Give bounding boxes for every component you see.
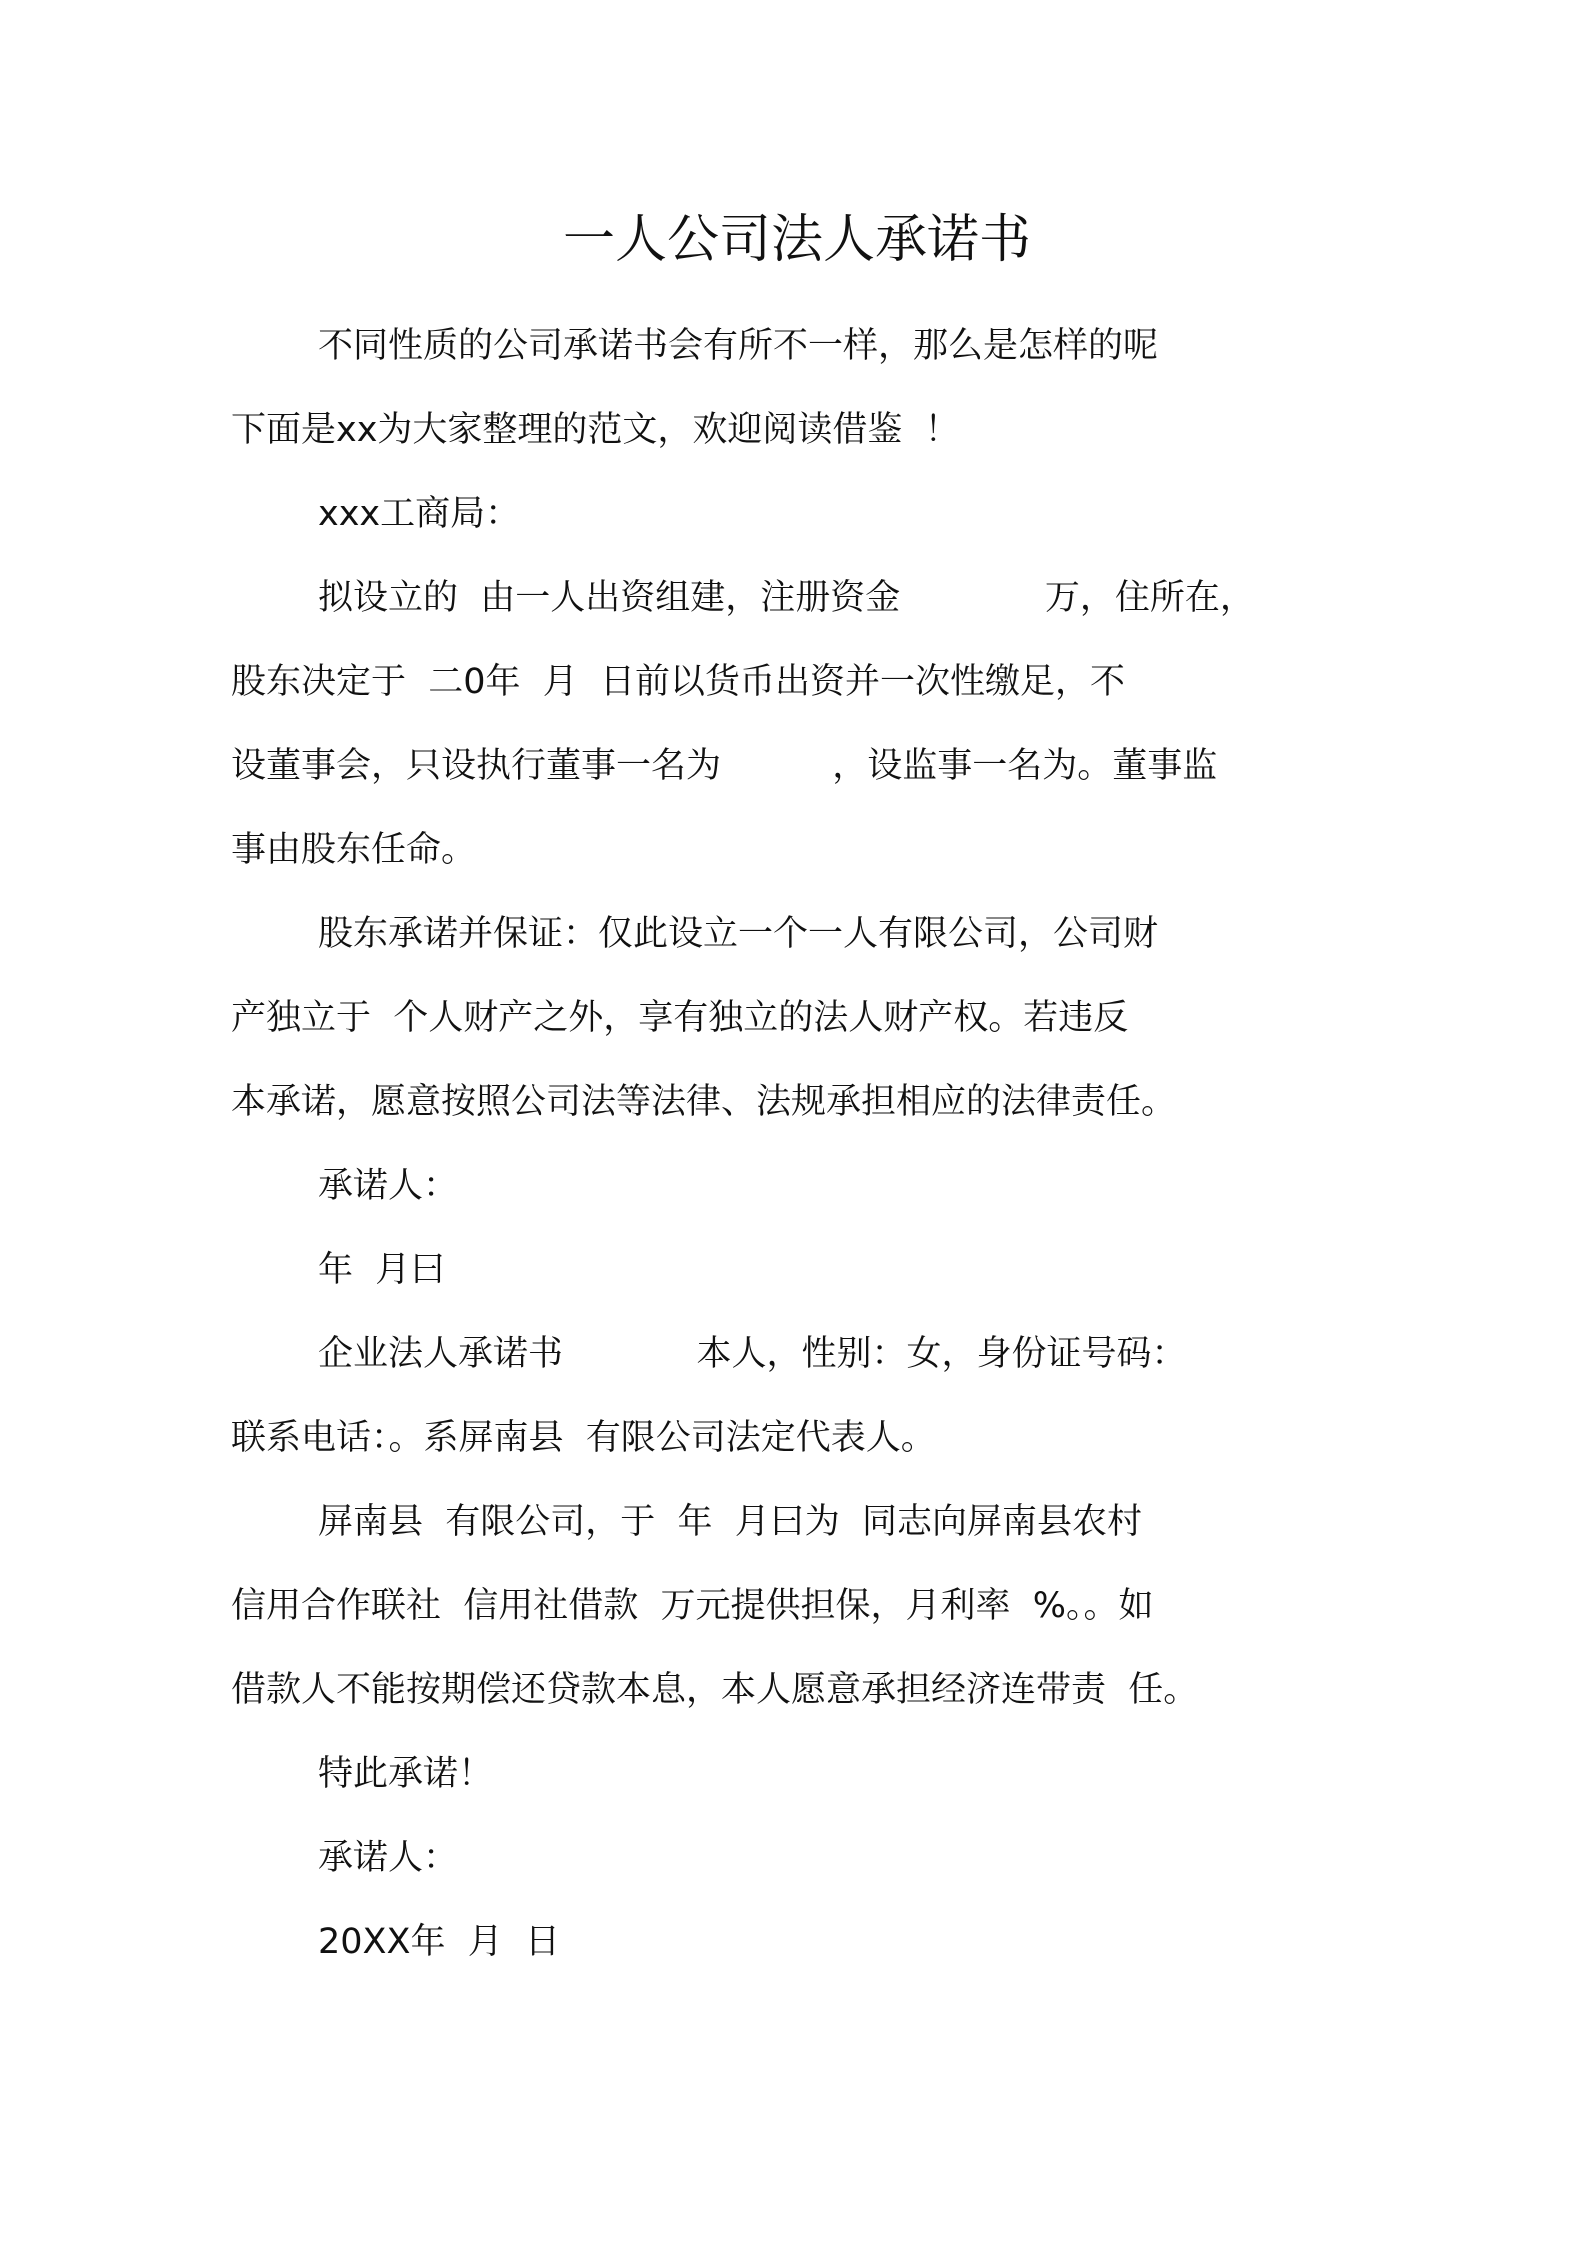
document-title: 一人公司法人承诺书 [562,210,1031,270]
paragraph-line: 事由股东任命。 [231,830,477,870]
addressee-line: xxx工商局： [318,494,521,534]
paragraph-line: 联系电话：。系屏南县 有限公司法定代表人。 [231,1418,936,1458]
paragraph-line: 本承诺，愿意按照公司法等法律、法规承担相应的法律责任。 [231,1082,1177,1122]
paragraph-line: 股东决定于 二0年 月 日前以货币出资并一次性缴足，不 [231,662,1126,702]
signatory-line: 承诺人： [318,1838,459,1878]
date-line: 年 月曰 [318,1250,446,1290]
paragraph-line: 企业法人承诺书 本人，性别：女，身份证号码： [318,1334,1187,1374]
paragraph-line: 屏南县 有限公司，于 年 月曰为 同志向屏南县农村 [318,1502,1143,1542]
paragraph-line: 设董事会，只设执行董事一名为 ，设监事一名为。董事监 [231,746,1218,786]
signatory-line: 承诺人： [318,1166,459,1206]
paragraph-line: 不同性质的公司承诺书会有所不一样，那么是怎样的呢 [318,326,1159,366]
paragraph-line: 信用合作联社 信用社借款 万元提供担保，月利率 %。。如 [231,1586,1154,1626]
paragraph-line: 股东承诺并保证：仅此设立一个一人有限公司，公司财 [318,914,1159,954]
paragraph-line: 借款人不能按期偿还贷款本息，本人愿意承担经济连带责 任。 [231,1670,1199,1710]
paragraph-line: 下面是xx为大家整理的范文，欢迎阅读借鉴 ！ [231,410,960,450]
closing-line: 特此承诺！ [318,1754,494,1794]
date-line: 20XX年 月 日 [318,1922,560,1962]
paragraph-line: 产独立于 个人财产之外，享有独立的法人财产权。若违反 [231,998,1129,1038]
paragraph-line: 拟设立的 由一人出资组建，注册资金 万，住所在， [318,578,1255,618]
